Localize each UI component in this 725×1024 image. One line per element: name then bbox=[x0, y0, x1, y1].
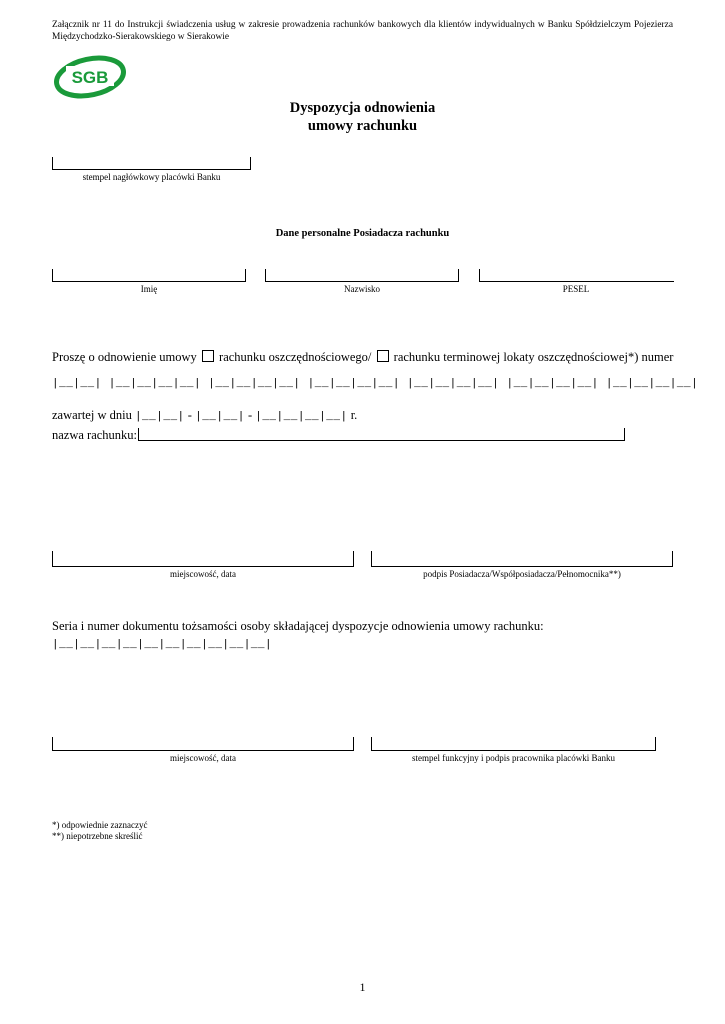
concluded-date-line bbox=[52, 408, 357, 423]
form-title-line2: umowy rachunku bbox=[307, 118, 418, 134]
place-date-caption-2: miejscowość, data bbox=[170, 753, 236, 763]
concluded-label: zawartej w dniu bbox=[52, 408, 132, 422]
id-document-label: Seria i numer dokumentu tożsamości osoby składającej dyspozycje odnowienia umowy rachunku: bbox=[52, 619, 544, 633]
date-year-field[interactable]: |__|__|__|__| bbox=[255, 411, 348, 423]
date-dash-1: - bbox=[187, 408, 192, 422]
request-text: Proszę o odnowienie umowy bbox=[52, 350, 197, 364]
holder-signature-caption: podpis Posiadacza/Współposiadacza/Pełnomocnika**) bbox=[423, 569, 621, 579]
place-date-caption-1: miejscowość, data bbox=[170, 569, 236, 579]
holder-signature-field[interactable] bbox=[371, 551, 673, 567]
form-title-line1: Dyspozycja odnowienia bbox=[289, 100, 436, 116]
place-date-field-2[interactable] bbox=[52, 737, 354, 751]
term-deposit-checkbox[interactable] bbox=[377, 350, 389, 362]
footnote-2: **) niepotrzebne skreślić bbox=[52, 831, 143, 841]
bank-employee-stamp-field[interactable] bbox=[371, 737, 656, 751]
sgb-logo bbox=[52, 54, 128, 100]
page-number: 1 bbox=[359, 980, 366, 994]
annex-header: Załącznik nr 11 do Instrukcji świadczenia usług w zakresie prowadzenia rachunków bankowych dla klientów indywidualnych w Banku Spółdzielczym Pojezierza Międzychodzko-Sierakowskiego w Sierakowie bbox=[52, 20, 673, 42]
term-deposit-label: rachunku terminowej lokaty oszczędnościowej*) numer bbox=[393, 350, 674, 364]
savings-account-checkbox[interactable] bbox=[202, 350, 214, 362]
date-month-field[interactable]: |__|__| bbox=[195, 411, 245, 423]
pesel-field[interactable] bbox=[479, 269, 674, 282]
id-document-number-field[interactable]: |__|__|__|__|__|__|__|__|__|__| bbox=[52, 639, 273, 651]
bank-stamp-field[interactable] bbox=[52, 157, 251, 170]
footnote-1: *) odpowiednie zaznaczyć bbox=[52, 820, 148, 830]
renewal-request-line bbox=[52, 350, 673, 365]
pesel-label: PESEL bbox=[562, 284, 590, 294]
account-number-field[interactable]: |__|__| |__|__|__|__| |__|__|__|__| |__|__|__|__| |__|__|__|__| |__|__|__|__| |__|__|__|__| bbox=[52, 378, 699, 390]
sgb-logo-text: SGB bbox=[71, 68, 109, 87]
savings-account-label: rachunku oszczędnościowego/ bbox=[219, 350, 372, 364]
account-name-label: nazwa rachunku: bbox=[52, 428, 138, 442]
bank-stamp-caption: stempel nagłówkowy placówki Banku bbox=[82, 172, 221, 182]
personal-data-title: Dane personalne Posiadacza rachunku bbox=[275, 228, 450, 239]
bank-employee-stamp-caption: stempel funkcyjny i podpis pracownika placówki Banku bbox=[412, 753, 615, 763]
date-dash-2: - bbox=[247, 408, 253, 422]
date-suffix: r. bbox=[350, 408, 358, 422]
account-name-field[interactable] bbox=[138, 428, 625, 441]
last-name-field[interactable] bbox=[265, 269, 459, 282]
first-name-label: Imię bbox=[140, 284, 158, 294]
first-name-field[interactable] bbox=[52, 269, 246, 282]
last-name-label: Nazwisko bbox=[344, 284, 380, 294]
place-date-field-1[interactable] bbox=[52, 551, 354, 567]
date-day-field[interactable]: |__|__| bbox=[134, 411, 185, 423]
